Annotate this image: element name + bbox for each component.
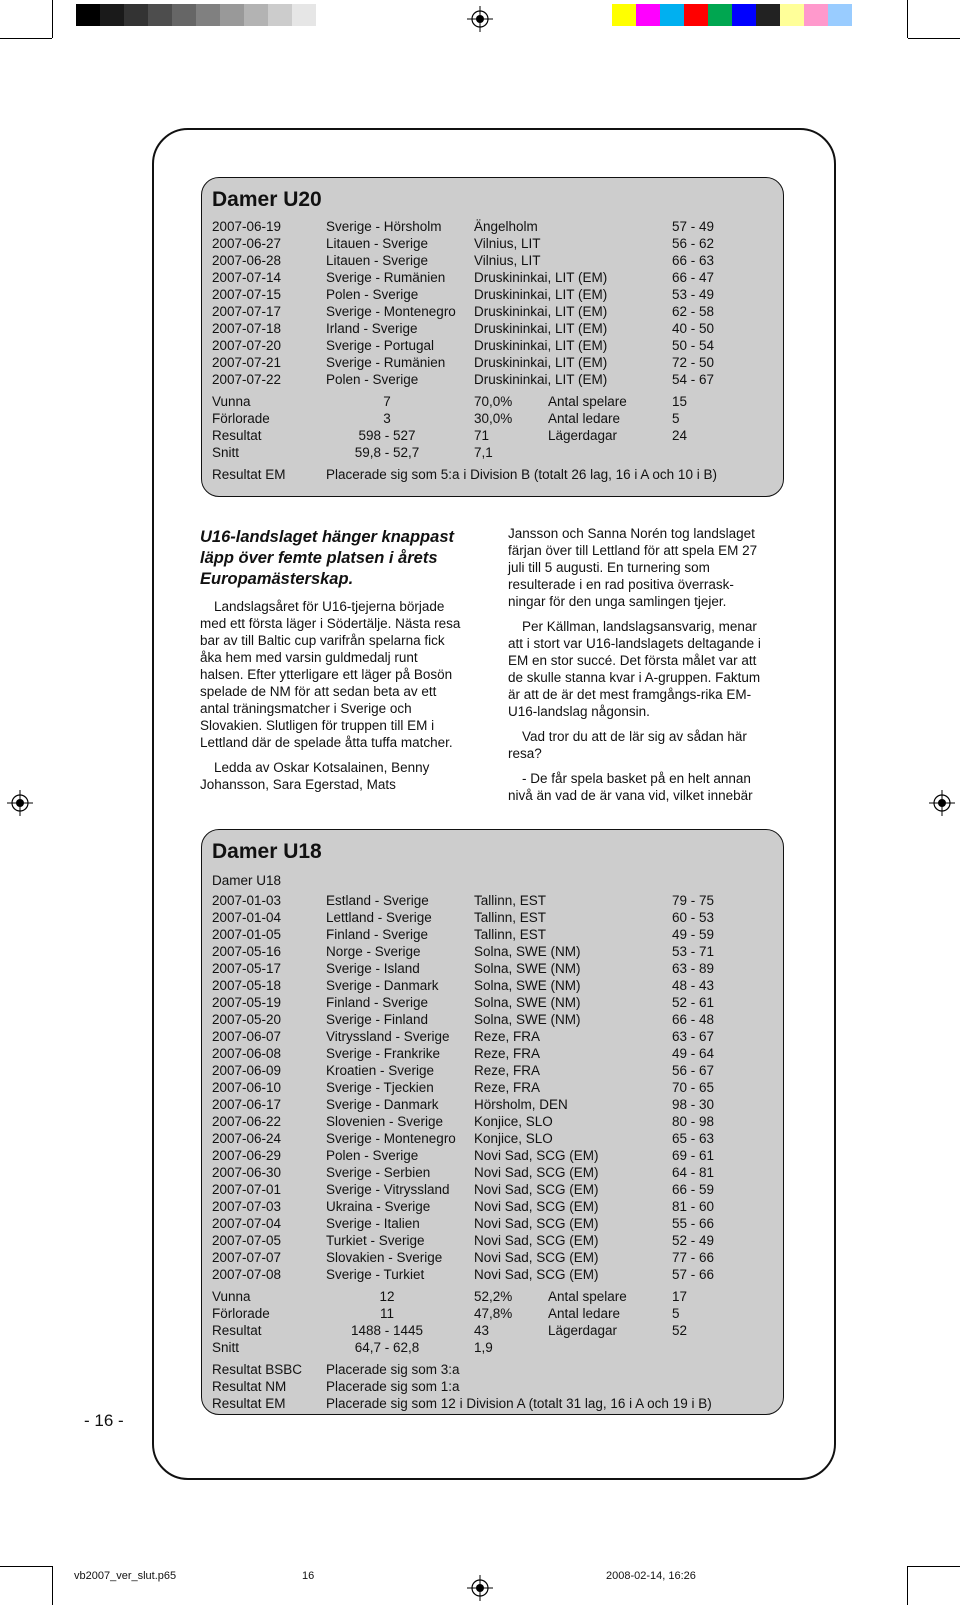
game-place: Solna, SWE (NM) — [474, 1012, 581, 1027]
game-match: Sverige - Serbien — [326, 1165, 431, 1180]
result-label: Resultat NM — [212, 1379, 287, 1394]
game-score: 50 - 54 — [672, 338, 715, 353]
article-left-column — [200, 527, 462, 793]
game-place: Solna, SWE (NM) — [474, 978, 581, 993]
game-date: 2007-05-17 — [212, 961, 282, 976]
game-place: Vilnius, LIT — [474, 253, 541, 268]
game-place: Reze, FRA — [474, 1046, 541, 1061]
stat-percent: 47,8% — [474, 1306, 513, 1321]
game-match: Litauen - Sverige — [326, 253, 429, 268]
game-date: 2007-06-27 — [212, 236, 282, 251]
article-paragraph: Vad tror du att de lär sig av sådan här resa? — [508, 729, 747, 761]
article-headline: U16-landslaget hänger knappast läpp över femte platsen i årets Europamästerskap. — [200, 528, 454, 588]
game-match: Irland - Sverige — [326, 321, 418, 336]
stat-percent: 30,0% — [474, 411, 513, 426]
game-place: Novi Sad, SCG (EM) — [474, 1165, 599, 1180]
game-date: 2007-06-28 — [212, 253, 282, 268]
game-date: 2007-07-21 — [212, 355, 282, 370]
game-place: Solna, SWE (NM) — [474, 995, 581, 1010]
stat-label: Snitt — [212, 1340, 240, 1355]
result-text: Placerade sig som 12 i Division A (totalt 31 lag, 16 i A och 19 i B) — [326, 1396, 712, 1411]
game-match: Vitryssland - Sverige — [326, 1029, 450, 1044]
color-swatch — [292, 4, 316, 26]
stat-percent: 70,0% — [474, 394, 513, 409]
game-date: 2007-07-08 — [212, 1267, 282, 1282]
article-right-column — [508, 525, 770, 804]
game-score: 66 - 47 — [672, 270, 715, 285]
stat-label: Förlorade — [212, 1306, 270, 1321]
game-score: 52 - 61 — [672, 995, 715, 1010]
color-swatch — [76, 4, 100, 26]
game-place: Reze, FRA — [474, 1080, 541, 1095]
stat-label-2: Lägerdagar — [548, 428, 618, 443]
game-match: Kroatien - Sverige — [326, 1063, 435, 1078]
game-date: 2007-06-19 — [212, 219, 282, 234]
game-match: Turkiet - Sverige — [326, 1233, 425, 1248]
game-score: 53 - 49 — [672, 287, 715, 302]
color-swatch — [828, 4, 852, 26]
game-score: 57 - 66 — [672, 1267, 715, 1282]
game-match: Sverige - Finland — [326, 1012, 429, 1027]
game-match: Sverige - Island — [326, 961, 420, 976]
game-match: Ukraina - Sverige — [326, 1199, 431, 1214]
stat-label: Vunna — [212, 1289, 251, 1304]
damer-u18-title: Damer U18 — [212, 840, 322, 863]
article-paragraph: Jansson och Sanna Norén tog landslaget färjan över till Lettland för att spela EM 27 juli till 5 augusti. En turnering som resulterade i en rad positiva överrask-ningar för den unga samlingen tjejer. — [508, 526, 758, 609]
game-score: 63 - 89 — [672, 961, 715, 976]
game-date: 2007-07-04 — [212, 1216, 282, 1231]
game-match: Finland - Sverige — [326, 927, 429, 942]
game-place: Solna, SWE (NM) — [474, 944, 581, 959]
color-swatch — [708, 4, 732, 26]
game-score: 64 - 81 — [672, 1165, 715, 1180]
stat-value: 3 — [383, 411, 391, 426]
color-swatch — [172, 4, 196, 26]
stat-percent: 7,1 — [474, 445, 493, 460]
result-text: Placerade sig som 3:a — [326, 1362, 460, 1377]
game-date: 2007-06-29 — [212, 1148, 282, 1163]
game-score: 66 - 48 — [672, 1012, 715, 1027]
process-color-bar — [612, 4, 852, 26]
game-score: 80 - 98 — [672, 1114, 715, 1129]
game-date: 2007-07-14 — [212, 270, 282, 285]
game-score: 49 - 64 — [672, 1046, 715, 1061]
game-match: Sverige - Italien — [326, 1216, 420, 1231]
color-swatch — [244, 4, 268, 26]
game-match: Sverige - Montenegro — [326, 1131, 456, 1146]
stat-label: Resultat — [212, 1323, 262, 1338]
game-date: 2007-06-10 — [212, 1080, 282, 1095]
game-date: 2007-07-20 — [212, 338, 282, 353]
game-match: Sverige - Rumänien — [326, 270, 446, 285]
game-place: Konjice, SLO — [474, 1114, 553, 1129]
game-match: Slovakien - Sverige — [326, 1250, 443, 1265]
game-date: 2007-06-30 — [212, 1165, 282, 1180]
game-place: Druskininkai, LIT (EM) — [474, 338, 608, 353]
game-place: Novi Sad, SCG (EM) — [474, 1182, 599, 1197]
game-match: Sverige - Danmark — [326, 978, 439, 993]
stat-value-2: 5 — [672, 1306, 680, 1321]
game-place: Tallinn, EST — [474, 910, 547, 925]
stat-value: 11 — [379, 1306, 394, 1321]
game-score: 72 - 50 — [672, 355, 715, 370]
game-date: 2007-06-08 — [212, 1046, 282, 1061]
game-date: 2007-07-17 — [212, 304, 282, 319]
game-match: Sverige - Tjeckien — [326, 1080, 434, 1095]
game-score: 70 - 65 — [672, 1080, 715, 1095]
game-date: 2007-07-03 — [212, 1199, 282, 1214]
game-match: Lettland - Sverige — [326, 910, 432, 925]
game-place: Druskininkai, LIT (EM) — [474, 321, 608, 336]
color-swatch — [124, 4, 148, 26]
game-place: Druskininkai, LIT (EM) — [474, 372, 608, 387]
color-swatch — [804, 4, 828, 26]
game-score: 81 - 60 — [672, 1199, 715, 1214]
result-text: Placerade sig som 5:a i Division B (totalt 26 lag, 16 i A och 10 i B) — [326, 467, 717, 482]
result-label: Resultat EM — [212, 467, 286, 482]
result-text: Placerade sig som 1:a — [326, 1379, 460, 1394]
game-place: Druskininkai, LIT (EM) — [474, 355, 608, 370]
stat-label-2: Antal ledare — [548, 411, 621, 426]
game-match: Sverige - Danmark — [326, 1097, 439, 1112]
stat-value: 7 — [383, 394, 391, 409]
stat-label-2: Antal spelare — [548, 394, 627, 409]
stat-value-2: 15 — [672, 394, 688, 409]
stat-percent: 71 — [474, 428, 490, 443]
game-match: Estland - Sverige — [326, 893, 429, 908]
game-match: Norge - Sverige — [326, 944, 421, 959]
game-match: Sverige - Turkiet — [326, 1267, 425, 1282]
game-date: 2007-07-18 — [212, 321, 282, 336]
game-date: 2007-01-05 — [212, 927, 282, 942]
game-score: 48 - 43 — [672, 978, 715, 993]
game-place: Novi Sad, SCG (EM) — [474, 1148, 599, 1163]
game-score: 79 - 75 — [672, 893, 715, 908]
game-place: Novi Sad, SCG (EM) — [474, 1233, 599, 1248]
game-score: 49 - 59 — [672, 927, 715, 942]
game-date: 2007-06-22 — [212, 1114, 282, 1129]
stat-value-2: 5 — [672, 411, 680, 426]
game-date: 2007-06-07 — [212, 1029, 282, 1044]
game-score: 55 - 66 — [672, 1216, 715, 1231]
game-date: 2007-05-18 — [212, 978, 282, 993]
article-paragraph: Ledda av Oskar Kotsalainen, Benny Johansson, Sara Egerstad, Mats — [200, 760, 430, 792]
article-paragraph: - De får spela basket på en helt annan nivå än vad de är vana vid, vilket innebär — [508, 771, 753, 803]
game-place: Hörsholm, DEN — [474, 1097, 568, 1112]
game-score: 77 - 66 — [672, 1250, 715, 1265]
game-place: Novi Sad, SCG (EM) — [474, 1216, 599, 1231]
game-date: 2007-07-07 — [212, 1250, 282, 1265]
game-match: Slovenien - Sverige — [326, 1114, 444, 1129]
stat-value-2: 52 — [672, 1323, 688, 1338]
result-label: Resultat BSBC — [212, 1362, 303, 1377]
stat-percent: 1,9 — [474, 1340, 493, 1355]
registration-mark-icon — [467, 6, 493, 32]
game-date: 2007-07-15 — [212, 287, 282, 302]
color-swatch — [732, 4, 756, 26]
game-place: Druskininkai, LIT (EM) — [474, 287, 608, 302]
stat-value-2: 24 — [672, 428, 688, 443]
stat-label: Förlorade — [212, 411, 270, 426]
stat-percent: 52,2% — [474, 1289, 513, 1304]
game-score: 69 - 61 — [672, 1148, 715, 1163]
color-swatch — [148, 4, 172, 26]
game-date: 2007-01-03 — [212, 893, 282, 908]
game-match: Litauen - Sverige — [326, 236, 429, 251]
game-date: 2007-06-17 — [212, 1097, 282, 1112]
game-match: Sverige - Rumänien — [326, 355, 446, 370]
game-place: Solna, SWE (NM) — [474, 961, 581, 976]
game-match: Sverige - Hörsholm — [326, 219, 442, 234]
game-score: 40 - 50 — [672, 321, 715, 336]
game-score: 56 - 62 — [672, 236, 715, 251]
article-paragraph: Landslagsåret för U16-tjejerna började med ett första läger i Södertälje. Nästa resa bar av till Baltic cup varifrån spelarna fick åka hem med varsin guldmedalj runt halsen. Efter ytterligare ett läger på Bosön spelade de NM för att sedan beta av ett antal träningsmatcher i Sverige och Slovakien. Slutligen för truppen till EM i Lettland där de spelade åtta tuffa matcher. — [200, 599, 461, 750]
registration-mark-icon — [7, 790, 33, 816]
article-paragraph: Per Källman, landslagsansvarig, menar att i stort var U16-landslagets deltagande i EM en stor succé. Det första målet var att de skulle stanna kvar i A-gruppen. Faktum är att de är det mest framgångs-rika EM-U16-landslag någonsin. — [508, 619, 761, 719]
stat-value: 64,7 - 62,8 — [354, 1340, 420, 1355]
game-place: Konjice, SLO — [474, 1131, 553, 1146]
game-score: 52 - 49 — [672, 1233, 715, 1248]
game-date: 2007-07-22 — [212, 372, 282, 387]
color-swatch — [660, 4, 684, 26]
stat-value: 12 — [379, 1289, 395, 1304]
game-score: 66 - 59 — [672, 1182, 715, 1197]
game-place: Novi Sad, SCG (EM) — [474, 1267, 599, 1282]
stat-label: Resultat — [212, 428, 262, 443]
result-label: Resultat EM — [212, 1396, 286, 1411]
game-match: Polen - Sverige — [326, 287, 419, 302]
color-swatch — [780, 4, 804, 26]
game-match: Polen - Sverige — [326, 372, 419, 387]
game-score: 60 - 53 — [672, 910, 715, 925]
damer-u18-box — [201, 829, 784, 1415]
page-number: - 16 - — [84, 1411, 124, 1430]
grayscale-color-bar — [76, 4, 316, 26]
game-place: Tallinn, EST — [474, 893, 547, 908]
game-place: Reze, FRA — [474, 1029, 541, 1044]
stat-label: Snitt — [212, 445, 240, 460]
damer-u20-title: Damer U20 — [212, 188, 322, 211]
game-date: 2007-05-19 — [212, 995, 282, 1010]
damer-u20-box — [201, 177, 784, 497]
stat-value: 59,8 - 52,7 — [354, 445, 420, 460]
game-date: 2007-06-09 — [212, 1063, 282, 1078]
game-place: Novi Sad, SCG (EM) — [474, 1199, 599, 1214]
color-swatch — [220, 4, 244, 26]
game-score: 57 - 49 — [672, 219, 715, 234]
game-match: Finland - Sverige — [326, 995, 429, 1010]
game-score: 98 - 30 — [672, 1097, 715, 1112]
color-swatch — [636, 4, 660, 26]
stat-label: Vunna — [212, 394, 251, 409]
color-swatch — [684, 4, 708, 26]
game-place: Vilnius, LIT — [474, 236, 541, 251]
stat-value: 598 - 527 — [358, 428, 416, 443]
game-date: 2007-05-20 — [212, 1012, 282, 1027]
footer-filename: vb2007_ver_slut.p65 — [74, 1570, 177, 1582]
stat-value-2: 17 — [672, 1289, 688, 1304]
game-place: Druskininkai, LIT (EM) — [474, 304, 608, 319]
stat-label-2: Antal ledare — [548, 1306, 621, 1321]
game-match: Polen - Sverige — [326, 1148, 419, 1163]
color-swatch — [268, 4, 292, 26]
game-place: Tallinn, EST — [474, 927, 547, 942]
game-place: Reze, FRA — [474, 1063, 541, 1078]
game-date: 2007-01-04 — [212, 910, 282, 925]
stat-value: 1488 - 1445 — [350, 1323, 424, 1338]
stat-percent: 43 — [474, 1323, 490, 1338]
game-score: 53 - 71 — [672, 944, 715, 959]
game-match: Sverige - Frankrike — [326, 1046, 441, 1061]
game-match: Sverige - Portugal — [326, 338, 435, 353]
game-date: 2007-05-16 — [212, 944, 282, 959]
game-date: 2007-07-01 — [212, 1182, 282, 1197]
game-score: 62 - 58 — [672, 304, 715, 319]
game-place: Druskininkai, LIT (EM) — [474, 270, 608, 285]
damer-u18-subtitle: Damer U18 — [212, 873, 282, 888]
game-match: Sverige - Vitryssland — [326, 1182, 450, 1197]
game-score: 54 - 67 — [672, 372, 715, 387]
registration-mark-icon — [467, 1575, 493, 1601]
stat-label-2: Lägerdagar — [548, 1323, 618, 1338]
game-score: 66 - 63 — [672, 253, 715, 268]
game-place: Novi Sad, SCG (EM) — [474, 1250, 599, 1265]
game-score: 65 - 63 — [672, 1131, 715, 1146]
color-swatch — [756, 4, 780, 26]
registration-mark-icon — [929, 790, 955, 816]
footer-datetime: 2008-02-14, 16:26 — [606, 1570, 696, 1582]
color-swatch — [196, 4, 220, 26]
game-date: 2007-06-24 — [212, 1131, 282, 1146]
game-score: 63 - 67 — [672, 1029, 715, 1044]
game-date: 2007-07-05 — [212, 1233, 282, 1248]
footer-page: 16 — [302, 1570, 315, 1582]
game-match: Sverige - Montenegro — [326, 304, 456, 319]
game-place: Ängelholm — [474, 219, 538, 234]
color-swatch — [612, 4, 636, 26]
color-swatch — [100, 4, 124, 26]
stat-label-2: Antal spelare — [548, 1289, 627, 1304]
game-score: 56 - 67 — [672, 1063, 715, 1078]
